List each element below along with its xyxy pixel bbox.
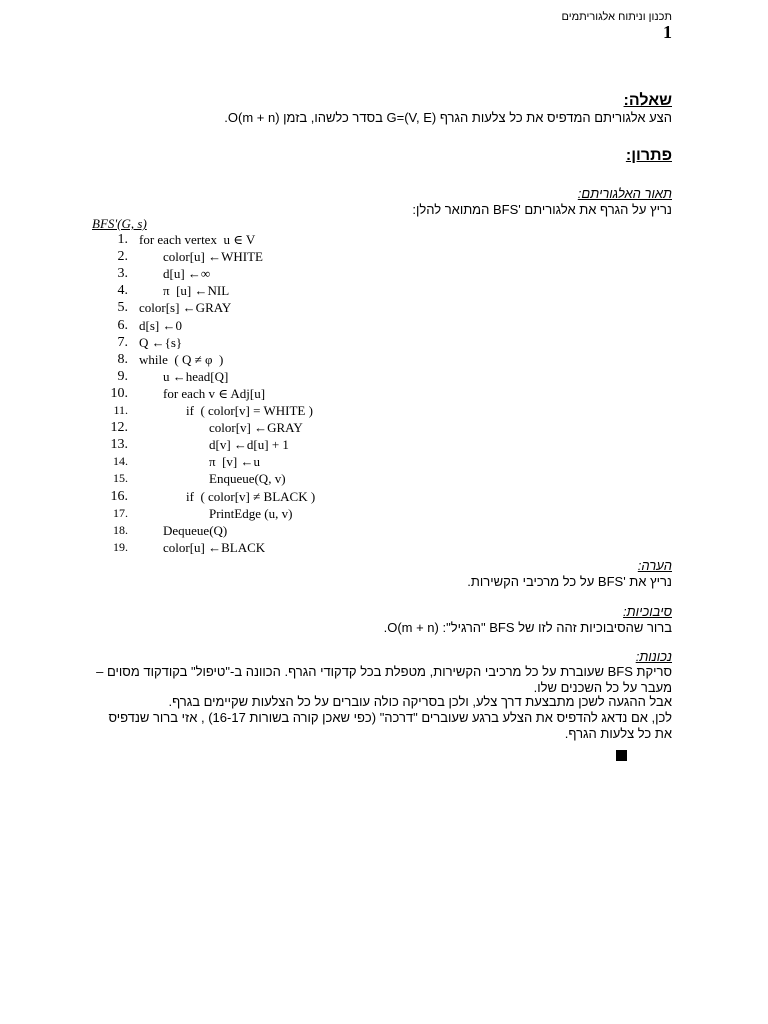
code-line [0,523,768,540]
code-line [0,471,768,488]
code-line-number: 18. [113,522,128,537]
code-line-number: 17. [113,505,128,520]
code-line-statement: Q ←{s} [139,334,183,350]
code-line-statement: if ( color[v] = WHITE ) [186,403,313,418]
code-line [0,232,768,249]
question-heading: שאלה: [623,92,672,109]
correctness-paragraph-2: אבל ההגעה לשכן מתבצעת דרך צלע, ולכן בסריקה כולה עוברים על כל הצלעות שקיימים בגרף. [168,694,672,709]
code-line-number: 9. [117,368,128,384]
code-line-number: 8. [117,351,128,367]
algorithm-intro: נריץ על הגרף את אלגוריתם 'BFS המתואר להלן: [412,202,672,217]
bfs-signature: BFS'(G, s) [92,216,147,231]
code-line-statement: π [v] ←u [209,454,260,470]
code-line [0,369,768,386]
code-line-statement: color[u] ←WHITE [163,249,263,265]
code-line-number: 12. [110,420,128,436]
code-line [0,335,768,352]
code-line-number: 11. [113,403,128,417]
code-line-statement: while ( Q ≠ φ ) [139,351,224,367]
code-line-statement: Dequeue(Q) [163,522,228,538]
code-line-statement: color[s] ←GRAY [139,300,232,316]
question-text: הצע אלגוריתם המדפיס את כל צלעות הגרף (G=(V, E בסדר כלשהו, בזמן (O(m + n. [224,110,672,125]
correctness-paragraph-1: סריקת BFS שעוברת על כל מרכיבי הקשירות, מטפלת בכל קדקודי הגרף. הכוונה ב-"טיפול" בקודקוד מסוים – מעבר על כל השכנים שלו. [96,664,672,695]
code-line-number: 7. [117,334,128,350]
code-line [0,403,768,420]
code-line-number: 1. [117,232,128,247]
code-line-number: 3. [117,266,128,282]
code-line [0,420,768,437]
code-line-statement: color[u] ←BLACK [163,539,266,555]
code-line-statement: d[s] ←0 [139,317,182,333]
code-line-statement: d[v] ←d[u] + 1 [209,437,289,453]
page-number: 1 [663,22,672,42]
code-line-statement: color[v] ←GRAY [209,420,303,436]
code-line-number: 19. [113,539,128,554]
note-heading: הערה: [637,558,672,573]
code-line-statement: Enqueue(Q, v) [209,471,286,487]
code-line-number: 6. [117,317,128,333]
code-line-number: 13. [110,437,128,453]
code-line-number: 5. [117,300,128,316]
code-line [0,283,768,300]
code-line [0,454,768,471]
note-text: נריץ את 'BFS על כל מרכיבי הקשירות. [467,574,672,589]
complexity-text: ברור שהסיבוכיות זהה לזו של BFS "הרגיל": (O(m + n. [383,620,672,635]
correctness-heading: נכונות: [635,649,672,664]
code-line [0,540,768,557]
code-line-number: 2. [117,249,128,265]
code-line-statement: π [u] ←NIL [163,283,230,299]
solution-heading: פתרון: [625,147,672,164]
end-of-proof-square [616,750,627,761]
code-line-number: 10. [110,385,128,401]
code-line-statement: if ( color[v] ≠ BLACK ) [186,488,316,504]
code-line [0,437,768,454]
code-line-number: 14. [113,454,128,469]
code-line-number: 4. [117,283,128,299]
code-line-number: 15. [113,471,128,486]
code-line-statement: for each v ∈ Adj[u] [163,385,266,401]
code-line-statement: u ←head[Q] [163,368,229,384]
code-line [0,318,768,335]
code-line [0,266,768,283]
code-line-statement: for each vertex u ∈ V [139,232,256,247]
code-line [0,249,768,266]
code-line-statement: PrintEdge (u, v) [209,505,293,521]
document-header-title: תכנון וניתוח אלגוריתמים [561,11,672,23]
code-line [0,300,768,317]
code-line-number: 16. [110,488,128,504]
code-line [0,489,768,506]
code-line [0,352,768,369]
correctness-paragraph-3: לכן, אם נדאג להדפיס את הצלע ברגע שעוברים "דרכה" (כפי שאכן קורה בשורות 16-17) , אזי ברור שנדפיס את כל צלעות הגרף. [108,710,672,741]
code-line [0,506,768,523]
code-line-statement: d[u] ←∞ [163,266,211,282]
complexity-heading: סיבוכיות: [623,604,672,619]
algorithm-description-heading: תאור האלגוריתם: [577,186,672,201]
code-line [0,386,768,403]
